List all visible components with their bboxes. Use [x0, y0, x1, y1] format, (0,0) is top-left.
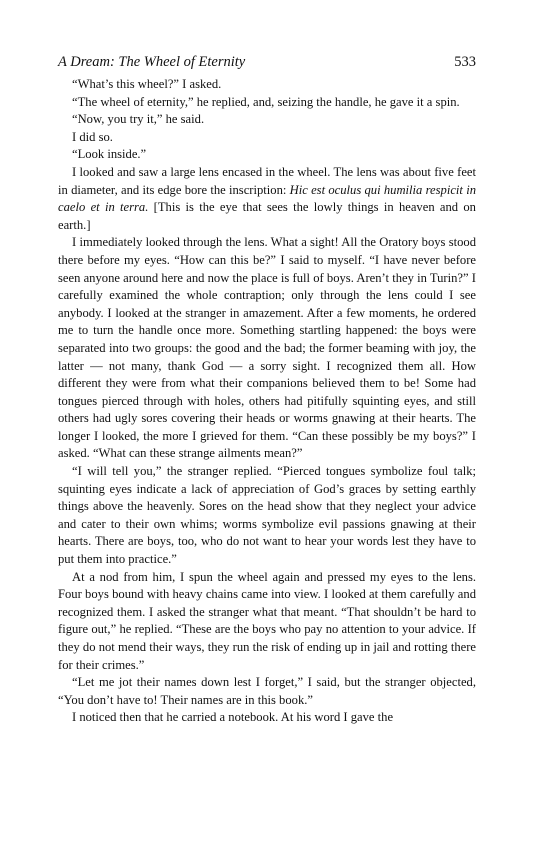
paragraph: “Look inside.” [72, 147, 147, 162]
body-text [58, 76, 476, 727]
running-title: A Dream: The Wheel of Eternity [58, 54, 246, 70]
paragraph: At a nod from him, I spun the wheel again and pressed my eyes to the lens. Four boys bound with heavy chains came into view. I looked at them carefully and recognized them. I asked the stranger what that meant. “That shouldn’t be hard to figure out,” he replied. “These are the boys who pay no attention to your advice. If they do not mend their ways, they run the risk of ending up in jail and rotting there for their crimes.” [58, 569, 476, 672]
page-number: 533 [454, 54, 476, 70]
paragraph: I immediately looked through the lens. What a sight! All the Oratory boys stood there before my eyes. “How can this be?” I said to myself. “I have never before seen anyone around here and now the place is full of boys. Aren’t they in Turin?” I carefully examined the whole contraption; only through the lens could I see anybody. I looked at the stranger in amazement. After a few moments, he ordered me to turn the handle once more. Something startling happened: the boys were separated into two groups: the good and the bad; the former beaming with joy, the latter — not many, thank God — a sorry sight. I recognized them all. How different they were from what their companions believed them to be! Some had tongues pierced through with holes, others had pitifully squinting eyes, and still others had ugly sores covering their heads or worms gnawing at their hearts. The longer I looked, the more I grieved for them. “Can these possibly be my boys?” I asked. “What can these strange ailments mean?” [58, 235, 476, 461]
running-head [58, 52, 476, 72]
paragraph: I did so. [72, 129, 113, 144]
paragraph: “What’s this wheel?” I asked. [72, 77, 222, 91]
paragraph-with-inscription [58, 164, 476, 234]
latin-inscription: Hic est oculus qui humilia respicit in caelo et in terra. [58, 182, 476, 215]
paragraph: “The wheel of eternity,” he replied, and, seizing the handle, he gave it a spin. [72, 94, 460, 109]
paragraph-text: I looked and saw a large lens encased in the wheel. The lens was about five feet in diameter, and its edge bore the inscription: [58, 164, 476, 197]
paragraph: “Let me jot their names down lest I forget,” I said, but the stranger objected, “You don’t have to! Their names are in this book.” [58, 675, 476, 707]
paragraph: “Now, you try it,” he said. [72, 112, 205, 127]
book-page [58, 52, 476, 727]
paragraph: “I will tell you,” the stranger replied. “Pierced tongues symbolize foul talk; squinting eyes indicate a lack of appreciation of God’s graces by setting earthly things above the heavenly. Sores on the head show that they neglect your advice and cater to their own whims; worms symbolize evil passions gnawing at their hearts. There are boys, too, who do not want to hear your words lest they have to put them into practice.” [58, 464, 476, 567]
paragraph: I noticed then that he carried a notebook. At his word I gave the [72, 710, 394, 725]
paragraph-text: [This is the eye that sees the lowly things in heaven and on earth.] [58, 200, 476, 232]
